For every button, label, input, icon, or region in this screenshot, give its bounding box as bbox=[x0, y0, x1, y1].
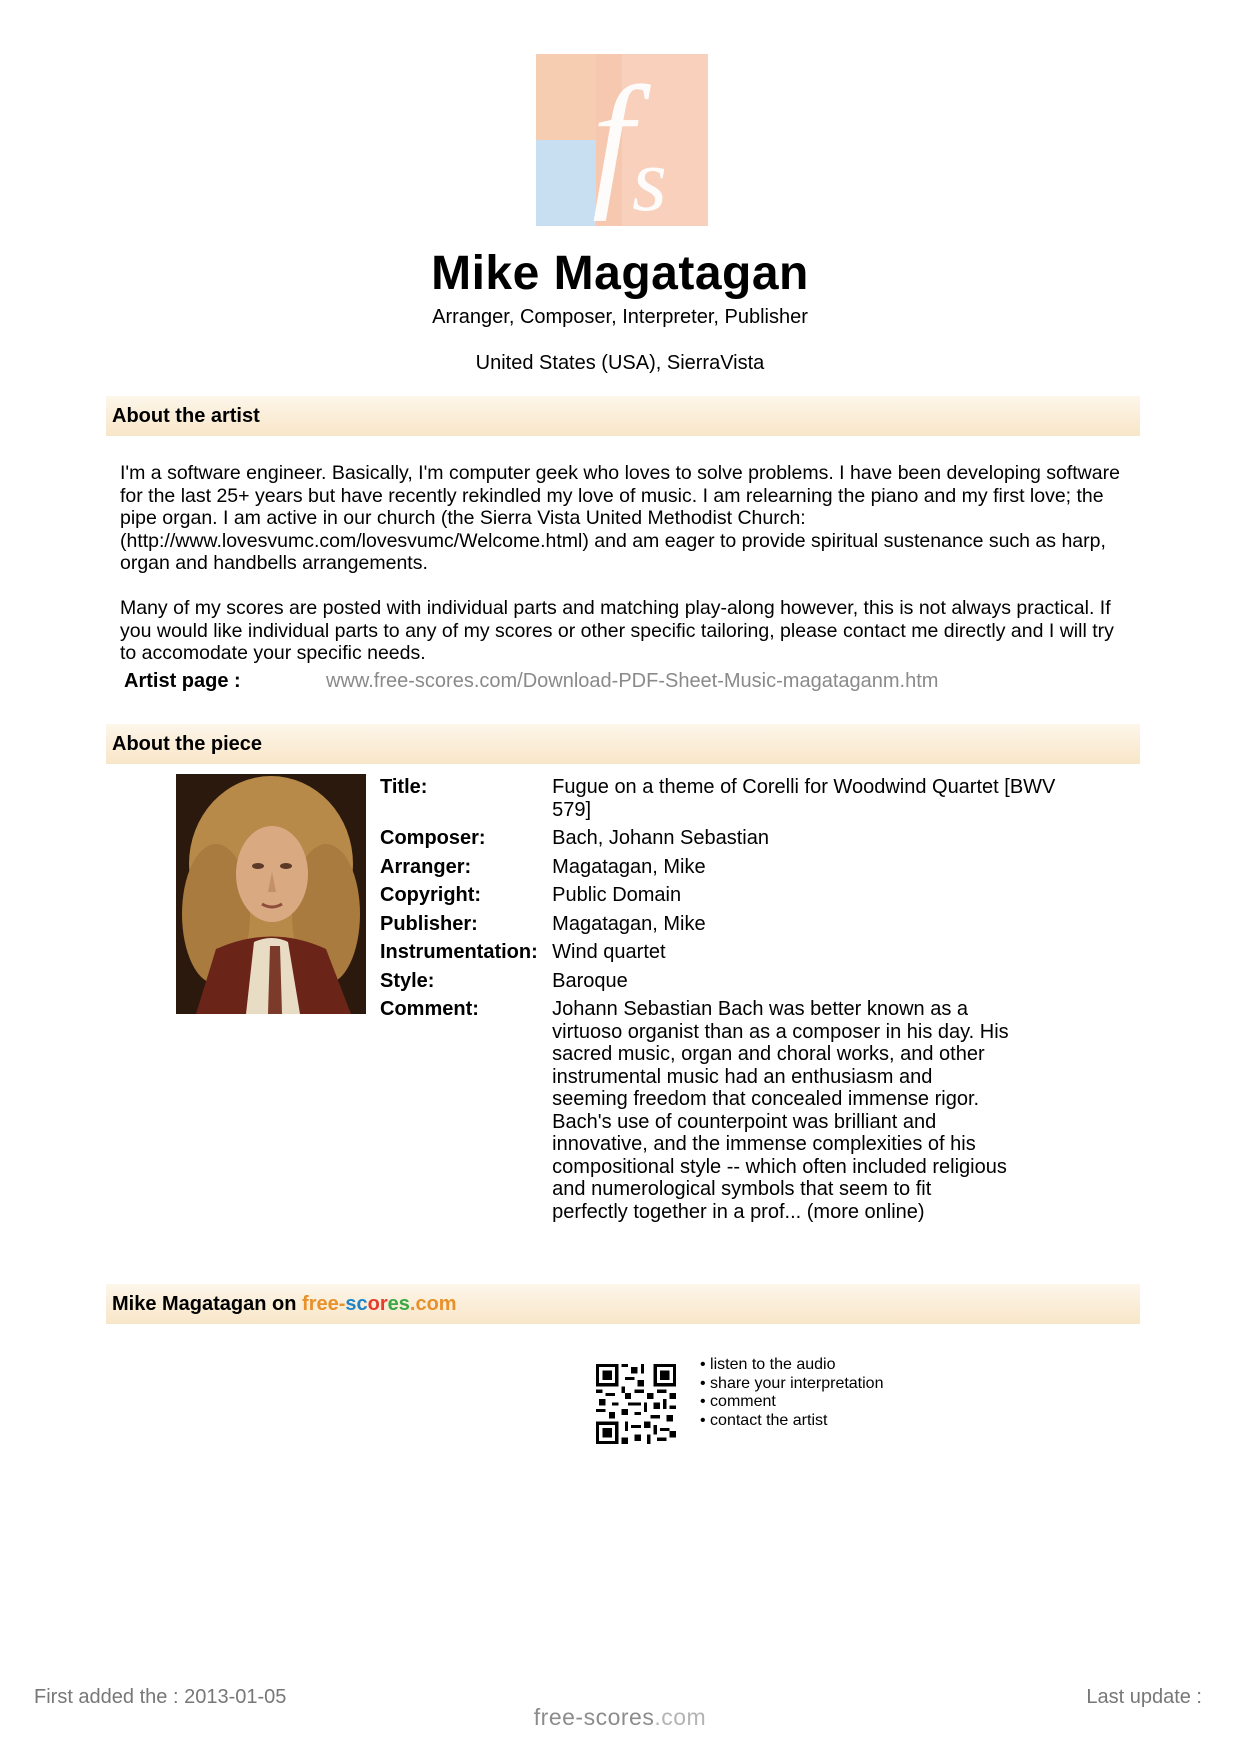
footer-logo-bold: free-scores bbox=[533, 1704, 655, 1730]
metadata-value: Bach, Johann Sebastian bbox=[552, 827, 769, 849]
metadata-value: Public Domain bbox=[552, 884, 682, 906]
brand-sc: sc bbox=[345, 1293, 368, 1315]
piece-metadata-table bbox=[380, 776, 1060, 1229]
metadata-value: Wind quartet bbox=[552, 941, 666, 963]
metadata-row bbox=[380, 884, 1060, 913]
on-site-prefix: Mike Magatagan on bbox=[112, 1293, 303, 1315]
metadata-row bbox=[380, 913, 1060, 942]
metadata-value: Johann Sebastian Bach was better known as a virtuoso organist than as a composer in his day. His sacred music, organ and choral works, and other instrumental music had an enthusiasm and seeming freedom that concealed immense rigor. Bach's use of counterpoint was brilliant and innovative, and the immense complexities of his compositional style -- which often included religious and numerological symbols that seem to fit perfectly together in a prof... (more online) bbox=[552, 998, 1009, 1223]
metadata-row bbox=[380, 970, 1060, 999]
about-artist-paragraph-1: I'm a software engineer. Basically, I'm computer geek who loves to solve problems. I have been developing software for the last 25+ years but have recently rekindled my love of music. I am relearning the piano and my first love; the pipe organ. I am active in our church (the Sierra Vista United Methodist Church: (http://www.lovesvumc.com/lovesvumc/Welcome.html) and am eager to provide spiritual sustenance such as harp, organ and handbells arrangements. bbox=[120, 462, 1120, 574]
composer-portrait bbox=[176, 774, 366, 1014]
artist-location: United States (USA), SierraVista bbox=[475, 352, 765, 374]
feature-list bbox=[700, 1356, 883, 1430]
footer-logo-light: .com bbox=[654, 1704, 707, 1730]
metadata-row bbox=[380, 827, 1060, 856]
metadata-key: Title: bbox=[380, 776, 428, 798]
brand-es: es bbox=[387, 1293, 410, 1315]
brand-com: .com bbox=[409, 1293, 457, 1315]
metadata-row bbox=[380, 856, 1060, 885]
feature-list-item: • contact the artist bbox=[700, 1411, 828, 1429]
metadata-value: Baroque bbox=[552, 969, 628, 992]
brand-or: or bbox=[367, 1293, 388, 1315]
feature-list-item: • share your interpretation bbox=[700, 1374, 884, 1392]
metadata-key: Copyright: bbox=[380, 884, 482, 906]
metadata-key: Instrumentation: bbox=[380, 941, 538, 963]
artist-page-label: Artist page : bbox=[124, 670, 241, 692]
metadata-key: Arranger: bbox=[380, 855, 472, 878]
feature-list-item: • comment bbox=[700, 1393, 776, 1410]
metadata-value: Magatagan, Mike bbox=[552, 855, 706, 878]
svg-text:f: f bbox=[592, 56, 634, 222]
on-site-header bbox=[106, 1284, 1140, 1324]
metadata-key: Style: bbox=[380, 969, 435, 992]
metadata-key: Composer: bbox=[380, 827, 486, 849]
artist-name: Mike Magatagan bbox=[431, 247, 809, 300]
qr-code[interactable] bbox=[596, 1364, 676, 1444]
metadata-value: Fugue on a theme of Corelli for Woodwind Quartet [BWV 579] bbox=[552, 776, 1056, 821]
first-added-date: First added the : 2013-01-05 bbox=[34, 1686, 287, 1708]
artist-roles: Arranger, Composer, Interpreter, Publisher bbox=[432, 306, 808, 328]
footer-logo bbox=[0, 1704, 1240, 1731]
metadata-row bbox=[380, 941, 1060, 970]
about-piece-header: About the piece bbox=[106, 724, 1140, 764]
last-update: Last update : bbox=[1086, 1686, 1202, 1708]
free-scores-logo bbox=[536, 54, 708, 226]
about-artist-header: About the artist bbox=[106, 396, 1140, 436]
metadata-row bbox=[380, 998, 1060, 1229]
metadata-key: Publisher: bbox=[380, 912, 478, 935]
metadata-key: Comment: bbox=[380, 998, 479, 1020]
feature-list-item: • listen to the audio bbox=[700, 1356, 836, 1373]
svg-text:s: s bbox=[632, 131, 668, 226]
metadata-row bbox=[380, 776, 1060, 827]
artist-page-link[interactable]: www.free-scores.com/Download-PDF-Sheet-Music-magataganm.htm bbox=[326, 670, 939, 692]
metadata-value: Magatagan, Mike bbox=[552, 912, 706, 935]
brand-free: free- bbox=[302, 1293, 346, 1315]
about-artist-paragraph-2: Many of my scores are posted with individual parts and matching play-along however, this is not always practical. If you would like individual parts to any of my scores or other specific tailoring, please contact me directly and I will try to accomodate your specific needs. bbox=[120, 597, 1114, 664]
